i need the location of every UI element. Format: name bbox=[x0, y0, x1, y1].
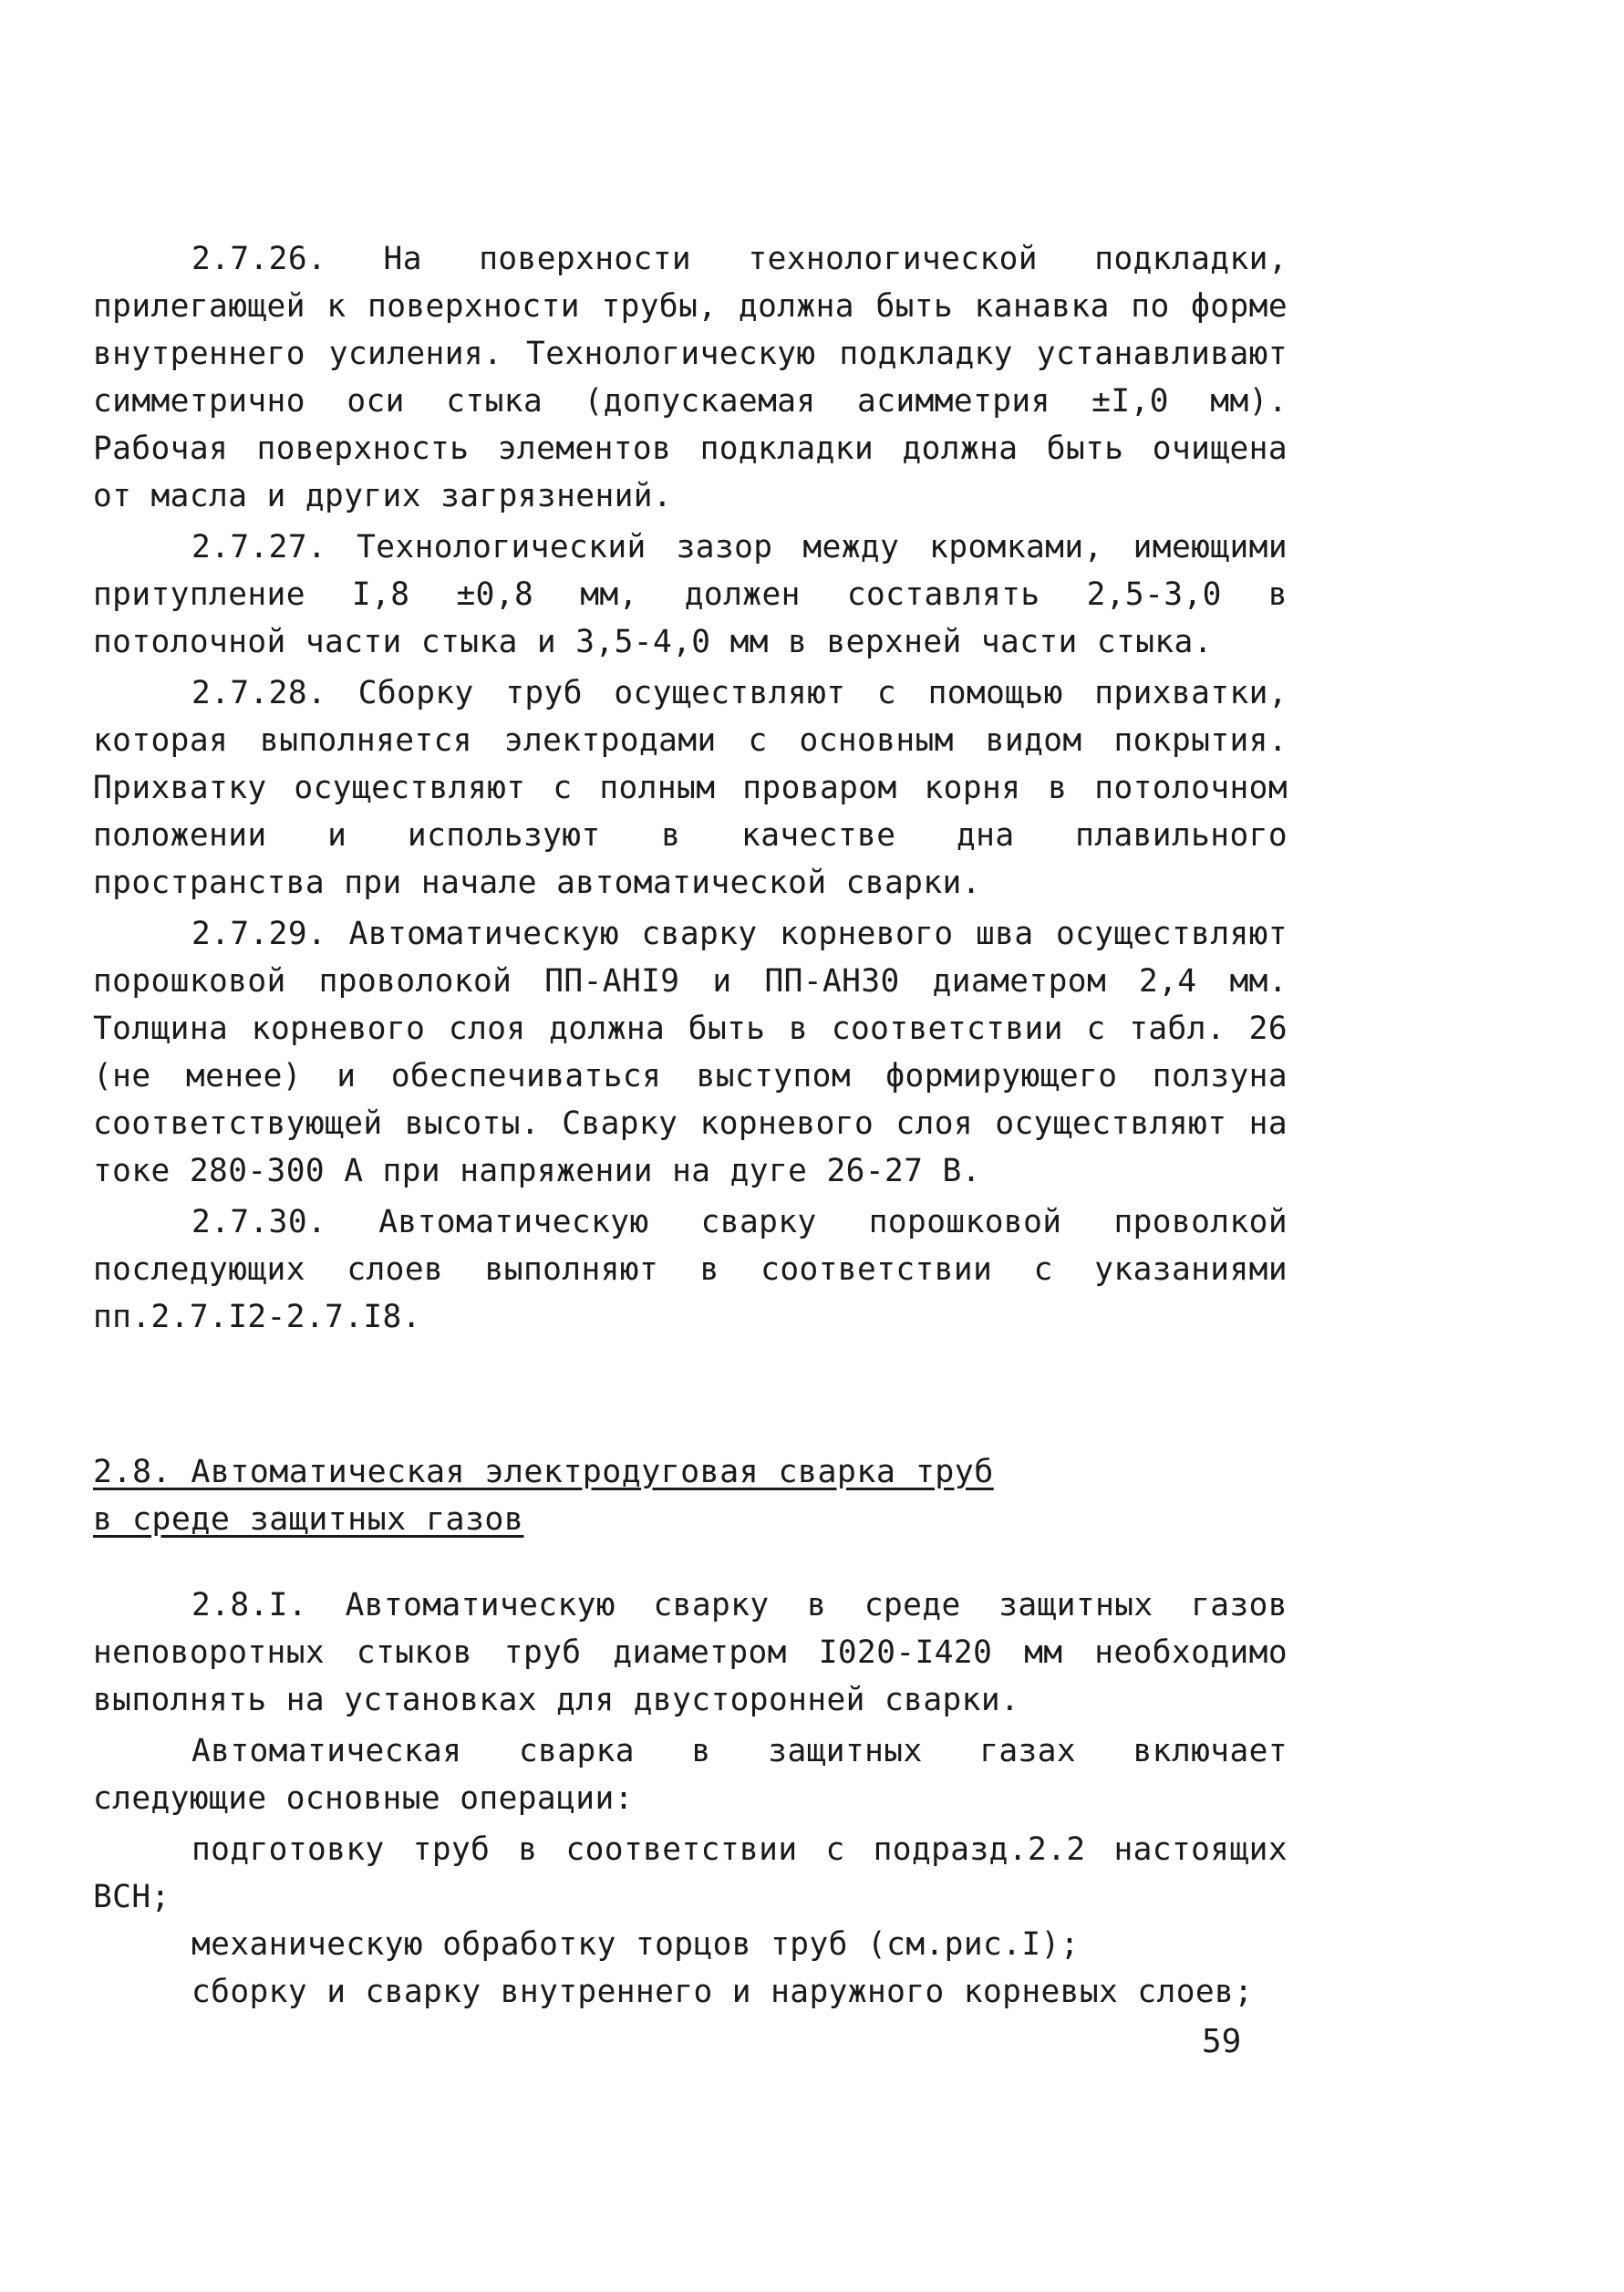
paragraph-2-7-28: 2.7.28. Сборку труб осуществляют с помощью прихватки, которая выполняется электродами с основным видом покрытия. Прихватку осуществляют с полным проваром корня в потолочном положении и используют в качестве дна плавильного пространства при начале автоматической сварки. bbox=[93, 675, 1288, 901]
paragraph-2-7-27: 2.7.27. Технологический зазор между кромками, имеющими притупление I,8 ±0,8 мм, должен составлять 2,5-3,0 в потолочной части стыка и 3,5-4,0 мм в верхней части стыка. bbox=[93, 529, 1288, 660]
paragraph-operations-intro: Автоматическая сварка в защитных газах включает следующие основные операции: bbox=[93, 1733, 1288, 1817]
list-item-assembly-welding: сборку и сварку внутреннего и наружного корневых слоев; bbox=[191, 1974, 1254, 2010]
section-title-line-2: в среде защитных газов bbox=[93, 1501, 524, 1538]
section-title-line-1: 2.8. Автоматическая электродуговая сварка труб bbox=[93, 1454, 994, 1490]
paragraph-2-7-26: 2.7.26. На поверхности технологической подкладки, прилегающей к поверхности трубы, должна быть канавка по форме внутреннего усиления. Технологическую подкладку устанавливают симметрично оси стыка (допускаемая асимметрия ±I,0 мм). Рабочая поверхность элементов подкладки должна быть очищена от масла и других загрязнений. bbox=[93, 241, 1288, 514]
page-number: 59 bbox=[1202, 2023, 1242, 2060]
list-item-machining: механическую обработку торцов труб (см.рис.I); bbox=[191, 1926, 1080, 1963]
text-column bbox=[93, 235, 1288, 2016]
paragraph-2-7-30: 2.7.30. Автоматическую сварку порошковой проволкой последующих слоев выполняют в соответствии с указаниями пп.2.7.I2-2.7.I8. bbox=[93, 1204, 1288, 1335]
paragraph-operation-preparation: подготовку труб в соответствии с подразд.2.2 настоящих ВСН; bbox=[93, 1831, 1288, 1915]
paragraph-2-7-29: 2.7.29. Автоматическую сварку корневого шва осуществляют порошковой проволокой ПП-АНI9 и ПП-АН30 диаметром 2,4 мм. Толщина корневого слоя должна быть в соответствии с табл. 26 (не менее) и обеспечиваться выступом формирующего ползуна соответствующей высоты. Сварку корневого слоя осуществляют на токе 280-300 А при напряжении на дуге 26-27 В. bbox=[93, 916, 1288, 1189]
section-heading bbox=[93, 1448, 1288, 1543]
paragraph-2-8-1: 2.8.I. Автоматическую сварку в среде защитных газов неповоротных стыков труб диаметром I020-I420 мм необходимо выполнять на установках для двусторонней сварки. bbox=[93, 1587, 1288, 1718]
